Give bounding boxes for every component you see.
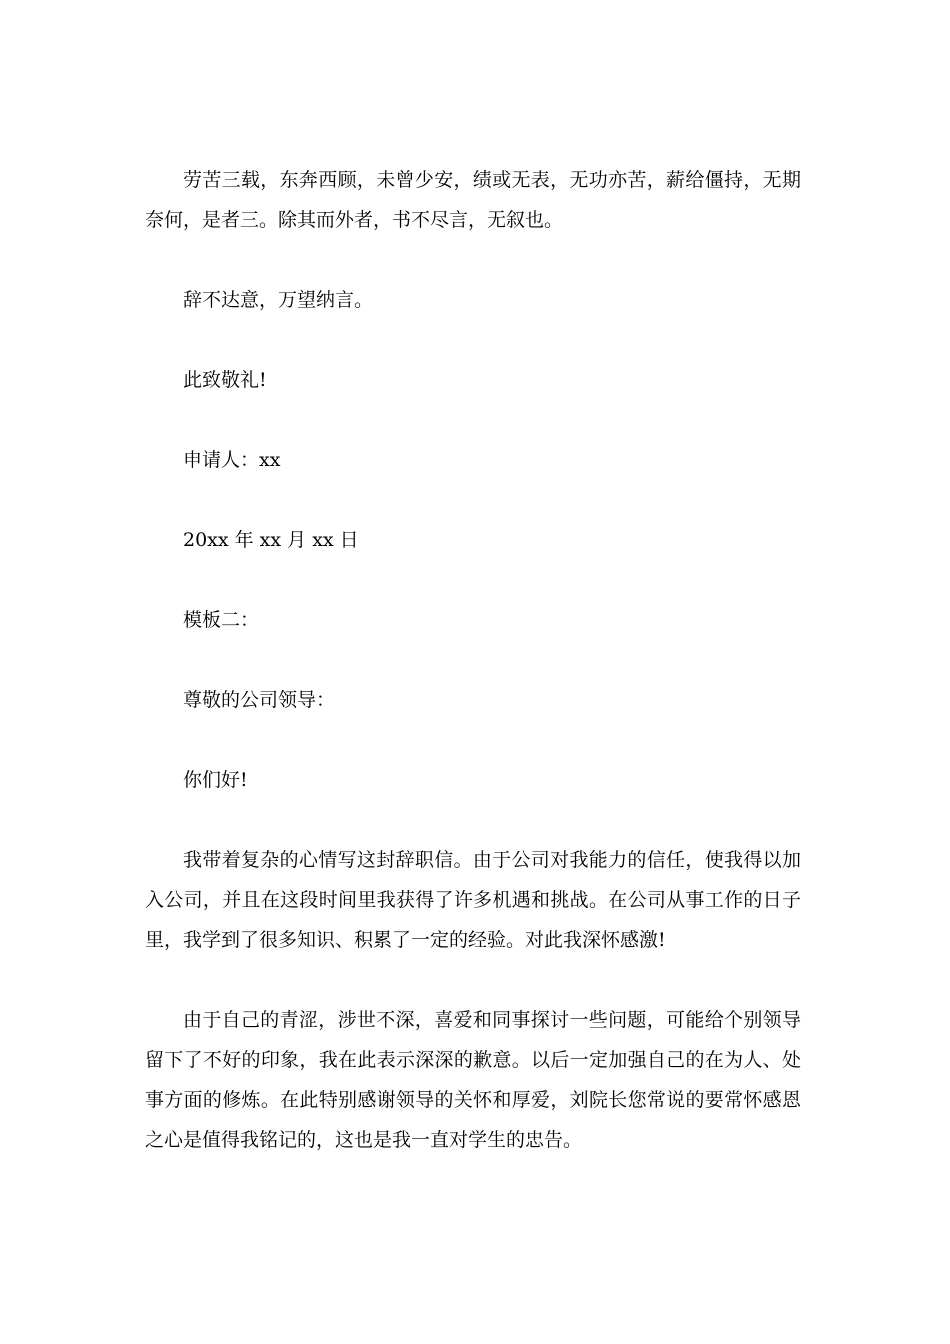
paragraph-greeting: 你们好! (183, 769, 248, 791)
paragraph-salutation: 此致敬礼! (183, 369, 267, 391)
paragraph-resignation-intro: 我带着复杂的心情写这封辞职信。由于公司对我能力的信任，使我得以加入公司，并且在这段时间里我获得了许多机遇和挑战。在公司从事工作的日子里，我学到了很多知识、积累了一定的经验。对此我深怀感激! (145, 849, 801, 951)
paragraph-template-heading: 模板二： (183, 609, 260, 631)
paragraph-applicant: 申请人：xx (183, 449, 281, 471)
paragraph-hardship: 劳苦三载，东奔西顾，未曾少安，绩或无表，无功亦苦，薪给僵持，无期奈何，是者三。除其而外者，书不尽言，无叙也。 (145, 169, 801, 231)
paragraph-closing-remark: 辞不达意，万望纳言。 (183, 289, 374, 311)
paragraph-date: 20xx 年 xx 月 xx 日 (183, 529, 359, 551)
document-body (145, 160, 801, 1160)
paragraph-apology: 由于自己的青涩，涉世不深，喜爱和同事探讨一些问题，可能给个别领导留下了不好的印象，我在此表示深深的歉意。以后一定加强自己的在为人、处事方面的修炼。在此特别感谢领导的关怀和厚爱，刘院长您常说的要常怀感恩之心是值得我铭记的，这也是我一直对学生的忠告。 (145, 1009, 801, 1151)
paragraph-addressee: 尊敬的公司领导： (183, 689, 336, 711)
